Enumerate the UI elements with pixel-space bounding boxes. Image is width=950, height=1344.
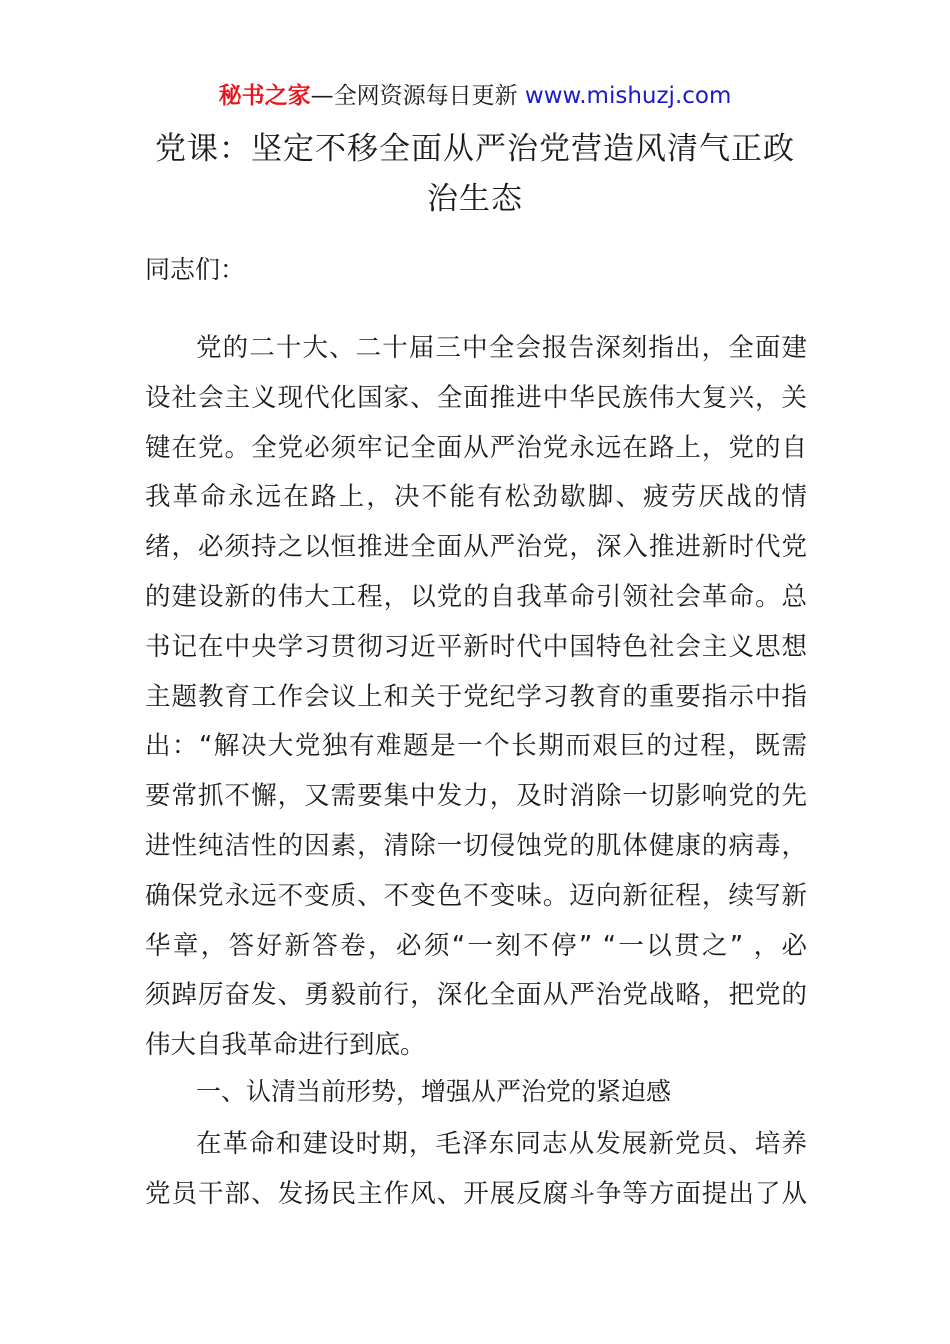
paragraph-line: 进性纯洁性的因素，清除一切侵蚀党的肌体健康的病毒， — [145, 830, 807, 861]
paragraph-line: 确保党永远不变质、不变色不变味。迈向新征程，续写新 — [145, 880, 807, 911]
paragraph-2 — [145, 1120, 807, 1220]
site-brand: 秘书之家 — [218, 83, 311, 109]
paragraph-line: 设社会主义现代化国家、全面推进中华民族伟大复兴，关 — [145, 382, 807, 413]
paragraph-line: 绪，必须持之以恒推进全面从严治党，深入推进新时代党 — [145, 532, 807, 563]
paragraph-line: 伟大自我革命进行到底。 — [145, 1030, 426, 1061]
section-heading-1: 一、认清当前形势，增强从严治党的紧迫感 — [196, 1077, 672, 1106]
paragraph-line: 要常抓不懈，又需要集中发力，及时消除一切影响党的先 — [145, 781, 807, 812]
paragraph-line: 须踔厉奋发、勇毅前行，深化全面从严治党战略，把党的 — [145, 980, 807, 1011]
site-url-link[interactable]: www.mishuzj.com — [524, 83, 732, 109]
paragraph-line: 华章，答好新答卷，必须“一刻不停” “一以贯之” ，必 — [145, 930, 807, 961]
paragraph-line: 的建设新的伟大工程，以党的自我革命引领社会革命。总 — [145, 581, 807, 612]
paragraph-line: 主题教育工作会议上和关于党纪学习教育的重要指示中指 — [145, 681, 807, 712]
paragraph-line: 出：“解决大党独有难题是一个长期而艰巨的过程，既需 — [145, 731, 807, 762]
paragraph-1 — [145, 324, 807, 1071]
paragraph-line: 党的二十大、二十届三中全会报告深刻指出，全面建 — [196, 333, 807, 363]
site-tagline: —全网资源每日更新 — [310, 83, 525, 109]
paragraph-line: 党员干部、发扬民主作风、开展反腐斗争等方面提出了从 — [145, 1178, 807, 1209]
title-line-2: 治生态 — [427, 181, 523, 217]
paragraph-line: 书记在中央学习贯彻习近平新时代中国特色社会主义思想 — [145, 631, 807, 662]
site-header — [0, 80, 950, 112]
title-line-1: 党课：坚定不移全面从严治党营造风清气正政 — [155, 131, 795, 167]
salutation: 同志们： — [145, 255, 246, 284]
paragraph-line: 我革命永远在路上，决不能有松劲歇脚、疲劳厌战的情 — [145, 482, 807, 513]
paragraph-line: 键在党。全党必须牢记全面从严治党永远在路上，党的自 — [145, 432, 807, 463]
paragraph-line: 在革命和建设时期，毛泽东同志从发展新党员、培养 — [196, 1129, 807, 1159]
document-title — [100, 124, 850, 224]
